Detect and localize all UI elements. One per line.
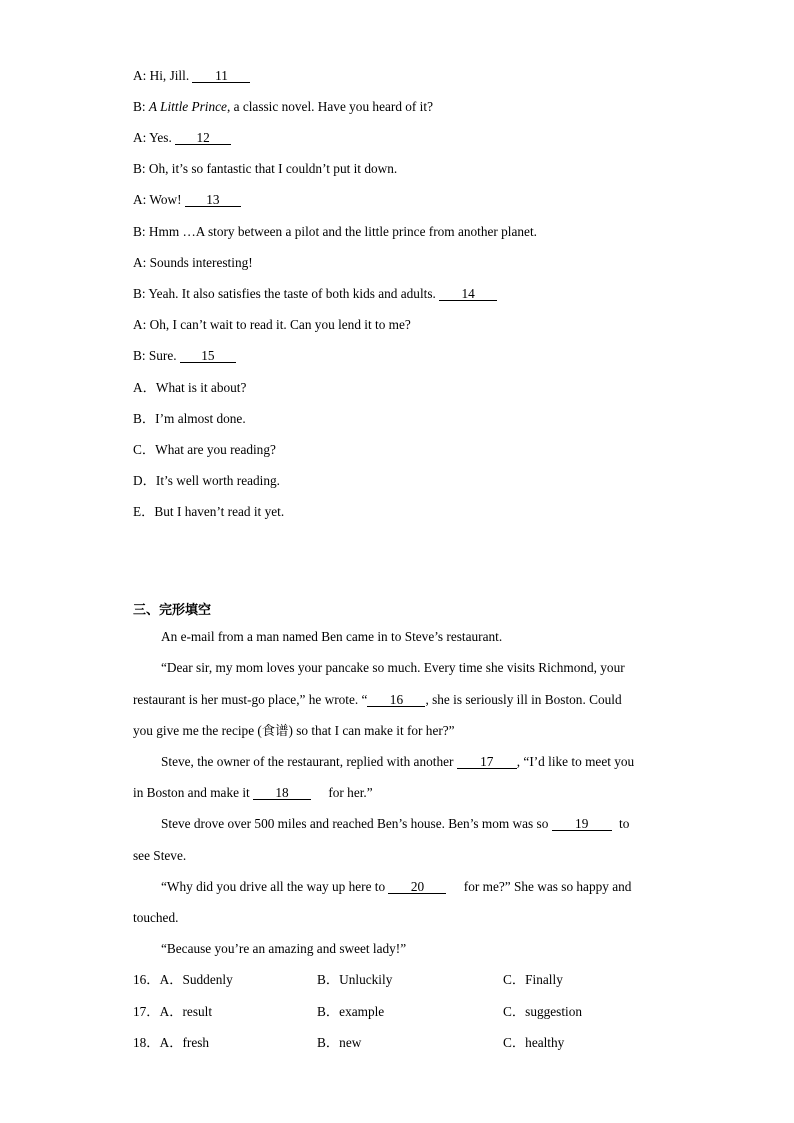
blank-11: 11 <box>192 69 250 83</box>
passage-line-16 <box>133 692 622 708</box>
question-option-a <box>133 972 233 988</box>
blank-13: 13 <box>185 193 241 207</box>
dialogue-line: A: Oh, I can’t wait to read it. Can you lend it to me? <box>133 317 411 332</box>
dialogue-text: B: Yeah. It also satisfies the taste of both kids and adults. <box>133 286 440 301</box>
passage-text: “Why did you drive all the way up here to <box>161 879 389 894</box>
dialogue-line: B: Hmm …A story between a pilot and the little prince from another planet. <box>133 224 537 239</box>
blank-19: 19 <box>552 817 612 831</box>
blank-18: 18 <box>253 786 311 800</box>
dialogue-line: A: Sounds interesting! <box>133 255 253 270</box>
dialogue-line-11 <box>133 68 250 84</box>
option-text: A．Suddenly <box>159 972 233 987</box>
dialogue-text: B: Sure. <box>133 348 180 363</box>
blank-17: 17 <box>457 755 517 769</box>
dialogue-line-12 <box>133 130 231 146</box>
passage-text: for me?” She was so happy and <box>460 879 632 894</box>
blank-12: 12 <box>175 131 231 145</box>
option-text: A．fresh <box>159 1035 210 1050</box>
question-option-a <box>133 1035 209 1051</box>
dialogue-line-13 <box>133 192 241 208</box>
passage-line-18 <box>133 785 373 801</box>
dialogue-line-15 <box>133 348 236 364</box>
question-option-c: C．suggestion <box>503 1004 583 1019</box>
dialogue-text: , a classic novel. Have you heard of it? <box>226 99 433 114</box>
passage-text: in Boston and make it <box>133 785 254 800</box>
passage-line: touched. <box>133 910 179 925</box>
choice-c: C．What are you reading? <box>133 442 276 457</box>
passage-line: An e-mail from a man named Ben came in to Steve’s restaurant. <box>161 629 503 644</box>
choice-d: D．It’s well worth reading. <box>133 473 280 488</box>
choice-e: E．But I haven’t read it yet. <box>133 504 285 519</box>
choice-a: A．What is it about? <box>133 380 247 395</box>
book-title: A Little Prince <box>148 99 227 114</box>
blank-14: 14 <box>439 287 497 301</box>
question-option-a <box>133 1004 212 1020</box>
passage-line-19 <box>161 816 629 832</box>
dialogue-line: B: Oh, it’s so fantastic that I couldn’t put it down. <box>133 161 398 176</box>
passage-text: to <box>615 816 630 831</box>
passage-text: Steve drove over 500 miles and reached Ben’s house. Ben’s mom was so <box>161 816 552 831</box>
passage-line-20 <box>161 879 631 895</box>
question-option-b: B．example <box>317 1004 385 1019</box>
question-option-c: C．healthy <box>503 1035 565 1050</box>
blank-16: 16 <box>367 693 425 707</box>
choice-b: B．I’m almost done. <box>133 411 246 426</box>
dialogue-text: A: Wow! <box>133 192 185 207</box>
passage-line: “Because you’re an amazing and sweet lady!” <box>161 941 407 956</box>
passage-line-17 <box>161 754 634 770</box>
passage-text: , she is seriously ill in Boston. Could <box>425 692 622 707</box>
passage-line: “Dear sir, my mom loves your pancake so much. Every time she visits Richmond, your <box>161 660 625 675</box>
dialogue-line-title <box>133 99 433 115</box>
dialogue-text: A: Yes. <box>133 130 176 145</box>
passage-line: you give me the recipe (食谱) so that I can make it for her?” <box>133 723 455 738</box>
passage-text: for her.” <box>325 785 373 800</box>
speaker-label: B: <box>133 99 149 114</box>
blank-20: 20 <box>388 880 446 894</box>
section-heading: 三、完形填空 <box>133 603 212 618</box>
question-number: 18． <box>133 1035 160 1050</box>
passage-text: Steve, the owner of the restaurant, replied with another <box>161 754 457 769</box>
question-number: 17． <box>133 1004 160 1019</box>
question-option-b: B．new <box>317 1035 362 1050</box>
passage-text: , “I’d like to meet you <box>516 754 635 769</box>
blank-15: 15 <box>180 349 236 363</box>
dialogue-line-14 <box>133 286 497 302</box>
question-option-b: B．Unluckily <box>317 972 393 987</box>
passage-text: restaurant is her must-go place,” he wrote. “ <box>133 692 368 707</box>
option-text: A．result <box>159 1004 213 1019</box>
question-number: 16． <box>133 972 160 987</box>
question-option-c: C．Finally <box>503 972 563 987</box>
passage-line: see Steve. <box>133 848 187 863</box>
dialogue-text: A: Hi, Jill. <box>133 68 193 83</box>
